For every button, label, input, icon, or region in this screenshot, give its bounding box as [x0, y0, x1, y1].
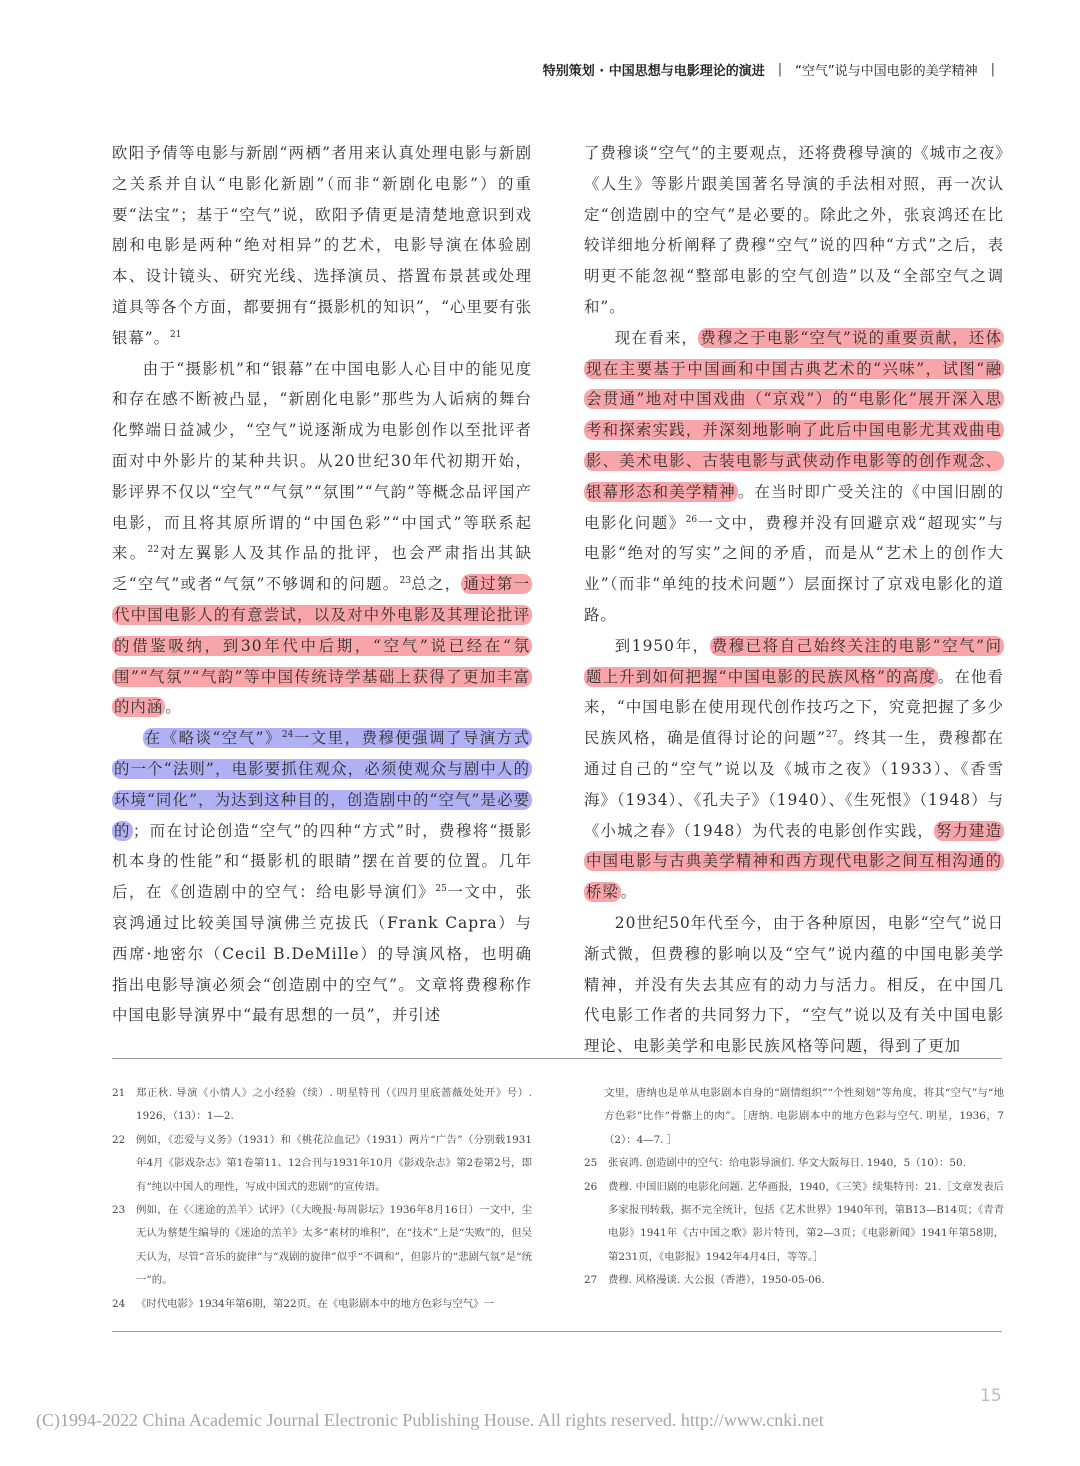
footnote [584, 1152, 1004, 1175]
footnote [112, 1293, 532, 1316]
paragraph: 了费穆谈“空气”的主要观点，还将费穆导演的《城市之夜》《人生》等影片跟美国著名导演的手法相对照，再一次认定“创造剧中的空气”是必要的。除此之外，张哀鸿还在比较详细地分析阐释了费穆“空气”说的四种“方式”之后，表明更不能忽视“整部电影的空气创造”以及“全部空气之调和”。 [584, 144, 1004, 316]
footnote-ref[interactable]: 25 [435, 884, 447, 894]
paragraph: 现在看来， 费穆之于电影“空气”说的重要贡献，还体现在主要基于中国画和中国古典艺术的“兴味”，试图“融会贯通”地对中国戏曲（“京戏”）的“电影化”展开深入思考和探索实践，并深刻地影响了此后中国电影尤其戏曲电影、美术电影、古装电影与武侠动作电影等的创作观念、银幕形态和美学精神 。在当时即广受关注的《中国旧剧的电影化问题》$^{26}$一文中，费穆并没有回避京戏“超现实”与电影“绝对的写实”之间的矛盾，而是从“艺术上的创作大业”（而非“单纯的技术问题”）层面探讨了京戏电影化的道路。 [584, 328, 1004, 624]
copyright-notice: (C)1994-2022 China Academic Journal Electronic Publishing House. All rights reserved. http://www.cnki.net [36, 1410, 824, 1430]
footnote-text: 张哀鸿. 创造剧中的空气：给电影导演们. 华文大阪每日. 1940，5（10）：50. [608, 1157, 966, 1170]
footnote [112, 1199, 532, 1293]
footnote [584, 1269, 1004, 1292]
footnote [112, 1082, 532, 1129]
footnote-text: 例如，《恋爱与义务》（1931）和《桃花泣血记》（1931）两片“广告”（分别载1931年4月《影戏杂志》第1卷第11、12合刊与1931年10月《影戏杂志》第2卷第2号，即有“纯以中国人的理性，写成中国式的悲剧”的宣传语。 [136, 1133, 532, 1193]
paragraph: 到1950年， 费穆已将自己始终关注的电影“空气”问题上升到如何把握“中国电影的民族风格”的高度 。在他看来，“中国电影在使用现代创作技巧之下，究竟把握了多少民族风格，确是值得讨论的问题”$^{27}$。终其一生，费穆都在通过自己的“空气”说以及《城市之夜》（1933）、《香雪海》（1934）、《孔夫子》（1940）、《生死恨》（1948）与《小城之春》（1948）为代表的电影创作实践， 努力建造中国电影与古典美学精神和西方现代电影之间互相沟通的桥梁 。 [584, 636, 1004, 902]
footnote-number: 27 [584, 1274, 598, 1287]
footnote-number: 26 [584, 1180, 598, 1193]
footnote-ref[interactable]: 26 [685, 514, 698, 525]
blue-highlight: 在《略谈“空气”》$^{24}$一文里，费穆便强调了导演方式的一个“法则”，电影要抓住观众，必须使观众与剧中人的环境“同化”，为达到这种目的，创造剧中的“空气”是必要的 [114, 729, 530, 840]
footnote-bottom-divider [112, 1331, 1002, 1332]
running-header [543, 56, 1008, 82]
red-highlight: 费穆之于电影“空气”说的重要贡献，还体现在主要基于中国画和中国古典艺术的“兴味”，试图“融会贯通”地对中国戏曲（“京戏”）的“电影化”展开深入思考和探索实践，并深刻地影响了此后中国电影尤其戏曲电影、美术电影、古装电影与武侠动作电影等的创作观念、银幕形态和美学精神 [586, 328, 1002, 501]
footnotes-left [112, 1082, 532, 1316]
footnote-number: 21 [112, 1087, 126, 1099]
red-highlight: 通过第一代中国电影人的有意尝试，以及对中外电影及其理论批评的借鉴吸纳，到30年代中后期，“空气”说已经在“氛围”“气氛”“气韵”等中国传统诗学基础上获得了更加丰富的内涵 [114, 575, 530, 717]
footnote-continuation: 文里，唐纳也是单从电影剧本自身的“剧情组织”“个性刻划”等角度，将其“空气”与“地方色彩”比作“骨骼上的肉”。［唐纳. 电影剧本中的地方色彩与空气. 明星，1936，7（2）：4—7. ］ [604, 1087, 1004, 1146]
footnote [584, 1176, 1004, 1270]
header-section: 特别策划 · 中国思想与电影理论的演进 [542, 63, 765, 79]
left-body-column [112, 138, 532, 1031]
header-article-title: “空气”说与中国电影的美学精神 [795, 63, 978, 79]
footnote [112, 1129, 532, 1199]
footnote-text: 费穆. 中国旧剧的电影化问题. 艺华画报，1940，《三笑》续集特刊：21.［文章发表后多家报刊转载，据不完全统计，包括《艺术世界》1940年刊，第B13—B14页；《青青电影》1941年《古中国之歌》影片特刊，第2—3页；《电影新闻》1941年第58期，第231页，《电影报》1942年4月4日，等等。］ [608, 1180, 1004, 1263]
footnote-ref[interactable]: 22 [147, 545, 159, 556]
paragraph: 由于“摄影机”和“银幕”在中国电影人心目中的能见度和存在感不断被凸显，“新剧化电影”那些为人诟病的舞台化弊端日益减少，“空气”说逐渐成为电影创作以至批评者面对中外影片的某种共识。从20世纪30年代初期开始，影评界不仅以“空气”“气氛”“氛围”“气韵”等概念品评国产电影，而且将其原所谓的“中国色彩”“中国式”等联系起来。$^{22}$对左翼影人及其作品的批评，也会严肃指出其缺乏“空气”或者“气氛”不够调和的问题。$^{23}$总之， 通过第一代中国电影人的有意尝试，以及对中外电影及其理论批评的借鉴吸纳，到30年代中后期，“空气”说已经在“氛围”“气氛”“气韵”等中国传统诗学基础上获得了更加丰富的内涵 。 [112, 359, 532, 717]
footnote-number: 25 [584, 1157, 598, 1170]
footnote-ref[interactable]: 27 [826, 730, 838, 741]
footnote-text: 费穆. 风格漫谈. 大公报（香港），1950-05-06. [608, 1274, 825, 1287]
paragraph: 20世纪50年代至今，由于各种原因，电影“空气”说日渐式微，但费穆的影响以及“空气”说内蕴的中国电影美学精神，并没有失去其应有的动力与活力。相反，在中国几代电影工作者的共同努力下，“空气”说以及有关中国电影理论、电影美学和电影民族风格等问题，得到了更加 [584, 913, 1004, 1056]
red-highlight: 努力建造中国电影与古典美学精神和西方现代电影之间互相沟通的桥梁 [586, 821, 1002, 902]
footnote-text: 郑正秋. 导演《小情人》之小经验（续）. 明星特刊（《四月里底蔷薇处处开》号）. 1926，（13）：1—2. [136, 1087, 532, 1123]
right-body-column [584, 138, 1004, 1062]
footnote-number: 24 [112, 1297, 126, 1310]
footnote-text: 《时代电影》1934年第6期，第22页。在《电影剧本中的地方色彩与空气》一 [136, 1297, 494, 1310]
footnote-text: 例如，在《〈迷途的羔羊〉试评》（《大晚报·每周影坛》1936年8月16日）一文中，尘无认为蔡楚生编导的《迷途的羔羊》太多“素材的堆积”，在“技术”上是“失败”的，但吴天认为，尽管“音乐的旋律”与“戏剧的旋律”似乎“不调和”，但影片的“悲剧气氛”是“统一”的。 [136, 1204, 532, 1287]
footnotes-right [584, 1082, 1004, 1293]
footnote-number: 22 [112, 1133, 126, 1146]
header-end-mark: | [990, 61, 995, 77]
footnote-divider [112, 1058, 1002, 1059]
footnote-ref[interactable]: 24 [281, 730, 294, 741]
footnote-ref[interactable]: 23 [399, 576, 411, 587]
header-separator: | [777, 61, 783, 77]
paragraph: 在《略谈“空气”》$^{24}$一文里，费穆便强调了导演方式的一个“法则”，电影要抓住观众，必须使观众与剧中人的环境“同化”，为达到这种目的，创造剧中的“空气”是必要的 ；而在讨论创造“空气”的四种“方式”时，费穆将“摄影机本身的性能”和“摄影机的眼睛”摆在首要的位置。几年后，在《创造剧中的空气：给电影导演们》$^{25}$一文中，张哀鸿通过比较美国导演佛兰克拔氏（Frank Capra）与西席·地密尔（Cecil B.DeMille）的导演风格，也明确指出电影导演必须会“创造剧中的空气”。文章将费穆称作中国电影导演界中“最有思想的一员”，并引述 [112, 729, 532, 1025]
footnote-ref[interactable]: 21 [170, 329, 182, 340]
paragraph: 欧阳予倩等电影与新剧“两栖”者用来认真处理电影与新剧之关系并自认“电影化新剧”（而非“新剧化电影”）的重要“法宝”；基于“空气”说，欧阳予倩更是清楚地意识到戏剧和电影是两种“绝对相异”的艺术，电影导演在体验剧本、设计镜头、研究光线、选择演员、搭置布景甚或处理道具等各个方面，都要拥有“摄影机的知识”，“心里要有张银幕”。$^{21}$ [112, 144, 532, 347]
page-number: 15 [980, 1386, 1002, 1406]
footnote-number: 23 [112, 1204, 126, 1217]
red-highlight: 费穆已将自己始终关注的电影“空气”问题上升到如何把握“中国电影的民族风格”的高度 [586, 636, 1002, 686]
